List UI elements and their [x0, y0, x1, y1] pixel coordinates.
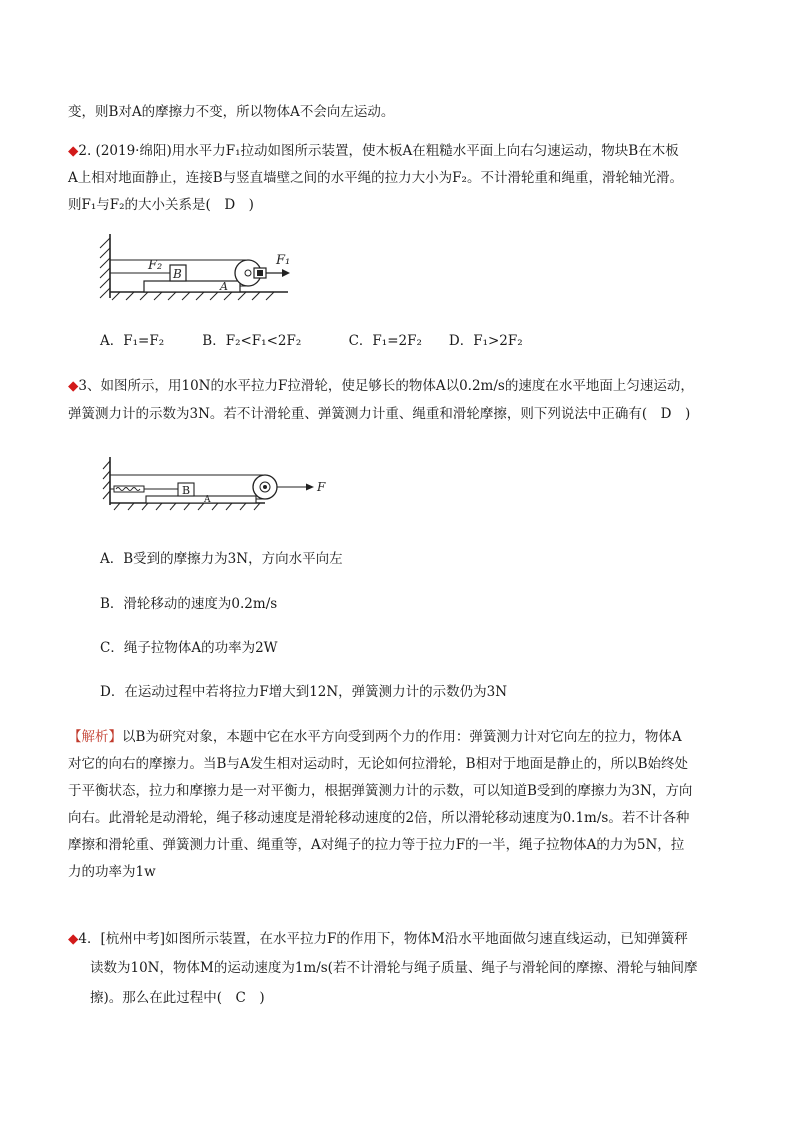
q1-tail-text: 变，则B对A的摩擦力不变，所以物体A不会向左运动。 [68, 104, 395, 120]
q2-options [100, 331, 760, 351]
q2-option-d: D．F₁>2F₂ [448, 333, 523, 349]
q2-line-3: 则F₁与F₂的大小关系是( D ) [68, 197, 254, 213]
q2-figure [96, 232, 296, 304]
q3-label-f: F [317, 480, 326, 494]
q3-figure [100, 455, 340, 513]
q3-option-a: A．B受到的摩擦力为3N，方向水平向左 [100, 551, 343, 567]
q3-text-1: 3、如图所示，用10N的水平拉力F拉滑轮，使足够长的物体A以0.2m/s的速度在水平地面上匀速运动， [78, 378, 694, 394]
q4-marker-icon: ◆ [68, 931, 79, 947]
analysis-line-4: 向右。此滑轮是动滑轮，绳子移动速度是滑轮移动速度的2倍，所以滑轮移动速度为0.1m/s。若不计各种 [68, 810, 690, 826]
analysis-line-1 [68, 727, 728, 747]
q2-option-b: B．F₂<F₁<2F₂ [202, 333, 302, 349]
q2-line-2: A上相对地面静止，连接B与竖直墙壁之间的水平绳的拉力大小为F₂。不计滑轮重和绳重，滑轮轴光滑。 [68, 170, 683, 186]
q4-line-3: 擦)。那么在此过程中( C ) [90, 990, 265, 1006]
analysis-tag: 【解析】 [68, 729, 122, 745]
analysis-line-2: 对它的向右的摩擦力。当B与A发生相对运动时，无论如何拉滑轮，B相对于地面是静止的，所以B始终处 [68, 756, 689, 772]
q2-line-1 [68, 141, 728, 161]
analysis-line-3: 于平衡状态，拉力和摩擦力是一对平衡力，根据弹簧测力计的示数，可以知道B受到的摩擦力为3N，方向 [68, 783, 693, 799]
q2-label-f1: F₁ [276, 253, 291, 268]
q4-line-2: 读数为10N，物体M的运动速度为1m/s(若不计滑轮与绳子质量、绳子与滑轮间的摩擦、滑轮与轴间摩 [90, 960, 698, 976]
q3-marker-icon: ◆ [68, 378, 79, 394]
q3-option-d: D．在运动过程中若将拉力F增大到12N，弹簧测力计的示数仍为3N [100, 684, 508, 700]
analysis-line-5: 摩擦和滑轮重、弹簧测力计重、绳重等，A对绳子的拉力等于拉力F的一半，绳子拉物体A的力为5N，拉 [68, 837, 685, 853]
q3-label-b: B [182, 484, 191, 497]
q4-line-1 [68, 929, 728, 949]
q2-marker-icon: ◆ [68, 143, 79, 159]
q2-label-a: A [220, 280, 228, 293]
q4-text-1: 4．[杭州中考]如图所示装置，在水平拉力F的作用下，物体M沿水平地面做匀速直线运动，已知弹簧秤 [78, 931, 688, 947]
q3-line-1 [68, 376, 728, 396]
analysis-text-1: 以B为研究对象，本题中它在水平方向受到两个力的作用：弹簧测力计对它向左的拉力，物体A [122, 729, 682, 745]
q3-option-b: B．滑轮移动的速度为0.2m/s [100, 596, 278, 612]
q2-label-f2: F₂ [148, 258, 163, 273]
analysis-line-6: 力的功率为1w [68, 864, 156, 880]
q2-option-a: A．F₁=F₂ [100, 333, 165, 349]
q2-label-b: B [173, 267, 182, 281]
q2-text-1: 2. (2019·绵阳)用水平力F₁拉动如图所示装置，使木板A在粗糙水平面上向右匀速运动，物块B在木板 [78, 143, 679, 159]
q3-line-2: 弹簧测力计的示数为3N。若不计滑轮重、弹簧测力计重、绳重和滑轮摩擦，则下列说法中正确有( D ) [68, 406, 691, 422]
q3-label-a: A [204, 495, 211, 505]
q3-option-c: C．绳子拉物体A的功率为2W [100, 640, 278, 656]
q2-option-c: C．F₁=2F₂ [348, 333, 422, 349]
